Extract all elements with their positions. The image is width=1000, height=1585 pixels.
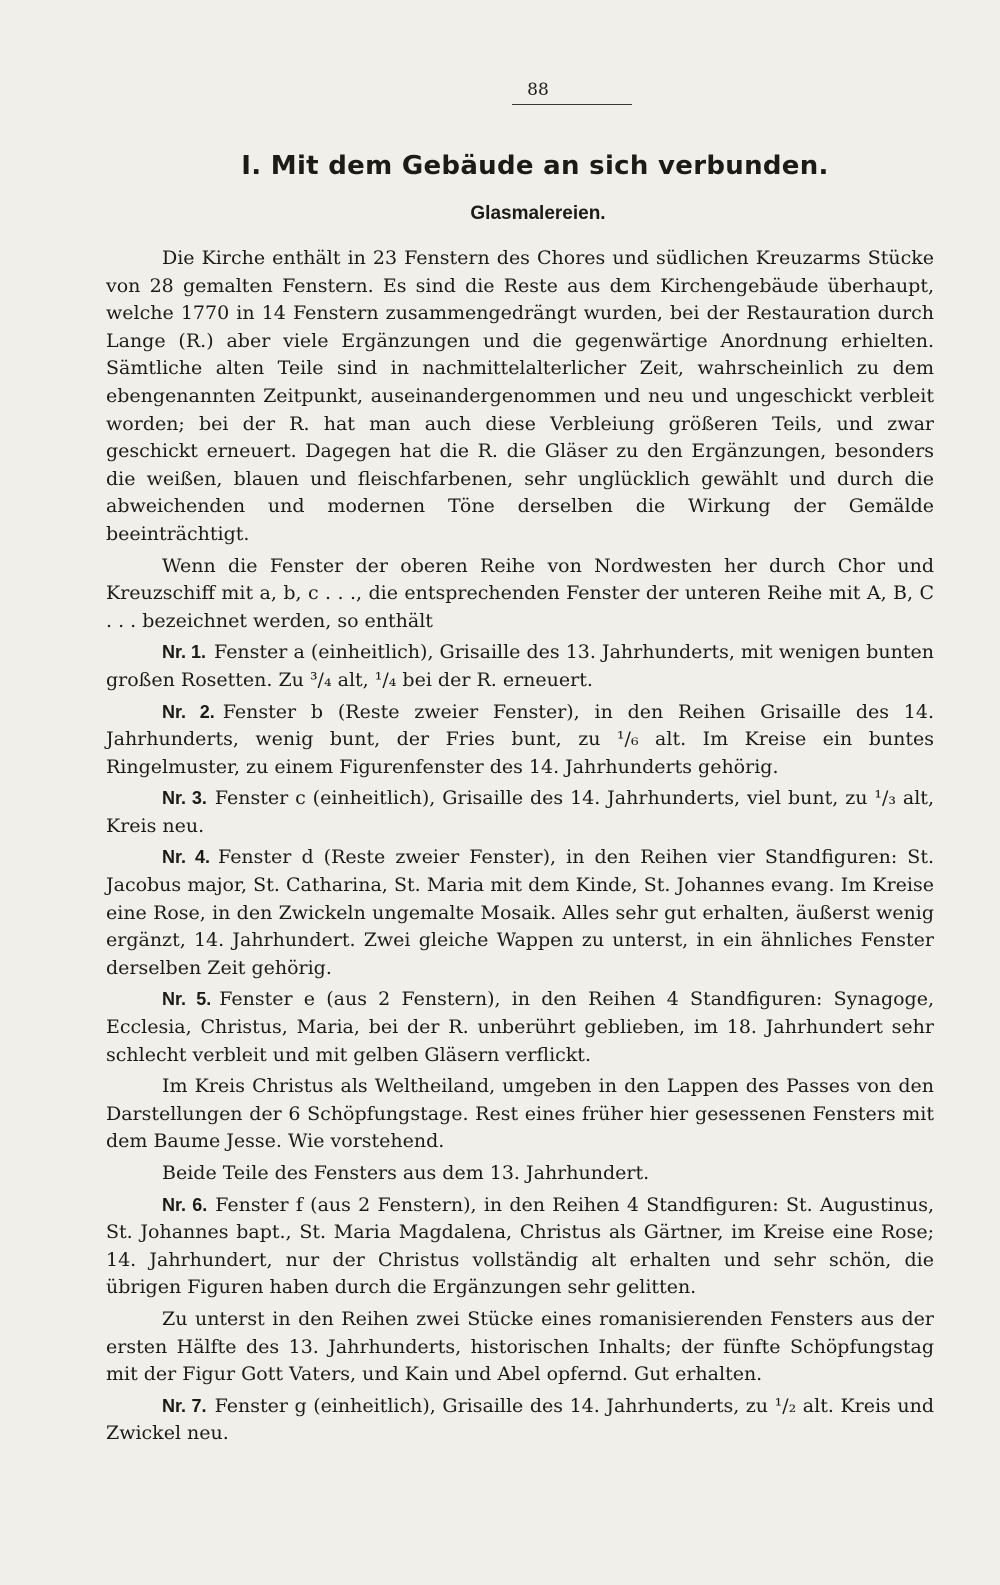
subsection-title: Glasmalereien. — [470, 203, 606, 224]
entry-paragraph — [106, 785, 934, 840]
intro-paragraph: Die Kirche enthält in 23 Fenstern des Chores und südlichen Kreuzarms Stücke von 28 gemalten Fenstern. Es sind die Reste aus dem Kirchengebäude überhaupt, welche 1770 in 14 Fenstern zusammengedrängt wurden, bei der Restauration durch Lange (R.) aber viele Ergänzungen und die gegenwärtige Anordnung erhielten. Sämtliche alten Teile sind in nachmittelalterlicher Zeit, wahrscheinlich zu dem ebengenannten Zeitpunkt, auseinandergenommen und neu und ungeschickt verbleit worden; bei der R. hat man auch diese Verbleiung größeren Teils, und zwar geschickt erneuert. Dagegen hat die R. die Gläser zu den Ergänzungen, besonders die weißen, blauen und fleischfarbenen, sehr unglücklich gewählt und durch die abweichenden und modernen Töne derselben die Wirkung der Gemälde beeinträchtigt. — [106, 247, 934, 545]
entry-paragraph — [106, 844, 934, 982]
intro-paragraph: Wenn die Fenster der oberen Reihe von Nordwesten her durch Chor und Kreuzschiff mit a, b, c . . ., die entsprechenden Fenster der unteren Reihe mit A, B, C . . . bezeichnet werden, so enthält — [106, 554, 934, 632]
entry-text: Fenster e (aus 2 Fenstern), in den Reihen 4 Standfiguren: Synagoge, Ecclesia, Christus, Maria, bei der R. unberührt geblieben, im 18. Jahrhundert sehr schlecht verbleit und mit gelben Gläsern verflickt. — [106, 988, 934, 1066]
section-title: I. Mit dem Gebäude an sich verbunden. — [241, 151, 829, 181]
entry-text: Fenster b (Reste zweier Fenster), in den Reihen Grisaille des 14. Jahrhunderts, wenig bunt, der Fries bunt, zu ¹/₆ alt. Im Kreise ein buntes Ringelmuster, zu einem Figurenfenster des 14. Jahrhunderts gehörig. — [106, 700, 935, 778]
page-number-rule — [512, 104, 632, 105]
entry-label: Nr. 7. — [162, 1395, 207, 1416]
entry-text: Fenster a (einheitlich), Grisaille des 13. Jahrhunderts, mit wenigen bunten großen Rosetten. Zu ³/₄ alt, ¹/₄ bei der R. erneuert. — [106, 641, 934, 691]
entry-text: Fenster c (einheitlich), Grisaille des 14. Jahrhunderts, viel bunt, zu ¹/₃ alt, Kreis neu. — [106, 787, 934, 837]
entry-paragraph — [106, 1393, 934, 1448]
entry-continuation: Beide Teile des Fensters aus dem 13. Jahrhundert. — [162, 1162, 650, 1184]
entry-paragraph — [106, 1192, 934, 1302]
page-number: 88 — [527, 80, 549, 100]
entry-text: Fenster g (einheitlich), Grisaille des 14. Jahrhunderts, zu ¹/₂ alt. Kreis und Zwickel neu. — [106, 1394, 934, 1445]
entry-text: Fenster f (aus 2 Fenstern), in den Reihen 4 Standfiguren: St. Augustinus, St. Johannes bapt., St. Maria Magdalena, Christus als Gärtner, im Kreise eine Rose; 14. Jahrhundert, nur der Christus vollständig alt erhalten und sehr schön, die übrigen Figuren haben durch die Ergänzungen sehr gelitten. — [106, 1193, 934, 1299]
entry-continuation: Im Kreis Christus als Weltheiland, umgeben in den Lappen des Passes von den Darstellungen der 6 Schöpfungstage. Rest eines früher hier gesessenen Fensters mit dem Baume Jesse. Wie vorstehend. — [106, 1075, 934, 1153]
entry-label: Nr. 5. — [162, 989, 212, 1010]
entry-label: Nr. 6. — [162, 1194, 208, 1215]
entry-label: Nr. 4. — [162, 847, 211, 868]
entry-continuation: Zu unterst in den Reihen zwei Stücke eines romanisierenden Fensters aus der ersten Hälfte des 13. Jahrhunderts, historischen Inhalts; der fünfte Schöpfungstag mit der Figur Gott Vaters, und Kain und Abel opfernd. Gut erhalten. — [106, 1307, 934, 1386]
entry-paragraph — [106, 699, 934, 782]
entry-label: Nr. 1. — [162, 642, 207, 663]
entry-paragraph — [106, 639, 934, 694]
entry-label: Nr. 3. — [162, 788, 207, 809]
entry-text: Fenster d (Reste zweier Fenster), in den Reihen vier Standfiguren: St. Jacobus major, St. Catharina, St. Maria mit dem Kinde, St. Johannes evang. Im Kreise eine Rose, in den Zwickeln ungemalte Mosaik. Alles sehr gut erhalten, äußerst wenig ergänzt, 14. Jahrhundert. Zwei gleiche Wappen zu unterst, in ein ähnliches Fenster derselben Zeit gehörig. — [106, 846, 934, 979]
entry-label: Nr. 2. — [162, 701, 215, 722]
entry-paragraph — [106, 986, 934, 1069]
